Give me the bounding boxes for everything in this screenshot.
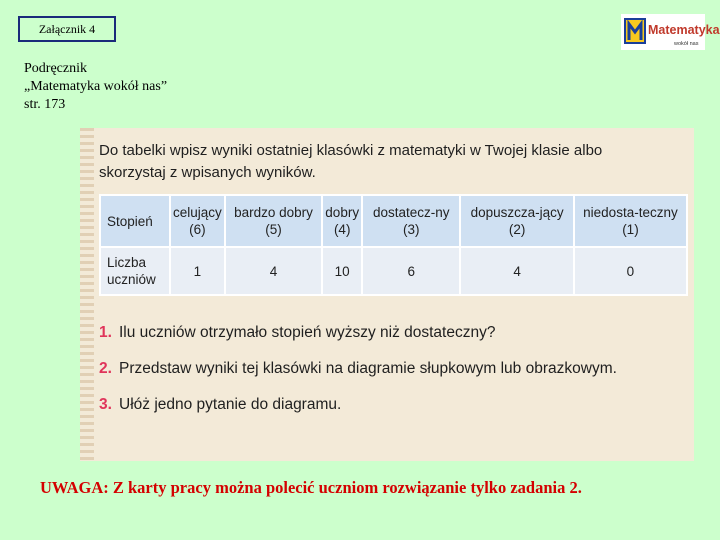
logo-text: Matematyka xyxy=(648,23,720,37)
textbook-reference xyxy=(24,60,167,114)
grade-cell: celujący (6) xyxy=(170,195,225,247)
count-cell: 4 xyxy=(460,247,574,295)
matematyka-logo xyxy=(621,14,720,50)
task-text: Przedstaw wyniki tej klasówki na diagramie słupkowym lub obrazkowym. xyxy=(119,360,617,377)
count-cell: 10 xyxy=(322,247,362,295)
row-header-count: Liczba uczniów xyxy=(100,247,170,295)
task-list xyxy=(99,322,659,430)
grade-cell: dobry (4) xyxy=(322,195,362,247)
task-item xyxy=(99,322,659,344)
grade-cell: niedosta-teczny (1) xyxy=(574,195,687,247)
grade-cell: bardzo dobry (5) xyxy=(225,195,323,247)
count-cell: 4 xyxy=(225,247,323,295)
count-cell: 0 xyxy=(574,247,687,295)
task-item xyxy=(99,358,659,380)
grades-header-row xyxy=(100,195,687,247)
task-number: 3. xyxy=(99,396,112,413)
count-cell: 6 xyxy=(362,247,460,295)
grade-cell: dopuszcza-jący (2) xyxy=(460,195,574,247)
reference-line-3: str. 173 xyxy=(24,97,66,112)
exercise-intro: Do tabelki wpisz wyniki ostatniej klasówki z matematyki w Twojej klasie albo skorzystaj z wpisanych wyników. xyxy=(99,142,603,181)
textbook-excerpt xyxy=(80,128,694,461)
task-text: Ułóż jedno pytanie do diagramu. xyxy=(119,396,342,413)
student-count-row xyxy=(100,247,687,295)
grade-cell: dostatecz-ny (3) xyxy=(362,195,460,247)
attachment-label: Załącznik 4 xyxy=(18,16,116,42)
task-number: 2. xyxy=(99,360,112,377)
logo-subtext: wokół nas xyxy=(674,41,699,47)
count-cell: 1 xyxy=(170,247,225,295)
task-item xyxy=(99,394,659,416)
row-header-grade: Stopień xyxy=(100,195,170,247)
task-text: Ilu uczniów otrzymało stopień wyższy niż dostateczny? xyxy=(119,324,496,341)
reference-line-2: „Matematyka wokół nas” xyxy=(24,79,168,94)
grades-table xyxy=(99,194,688,296)
teacher-note: UWAGA: Z karty pracy można polecić uczniom rozwiązanie tylko zadania 2. xyxy=(40,478,582,497)
task-number: 1. xyxy=(99,324,112,341)
reference-line-1: Podręcznik xyxy=(24,61,87,76)
